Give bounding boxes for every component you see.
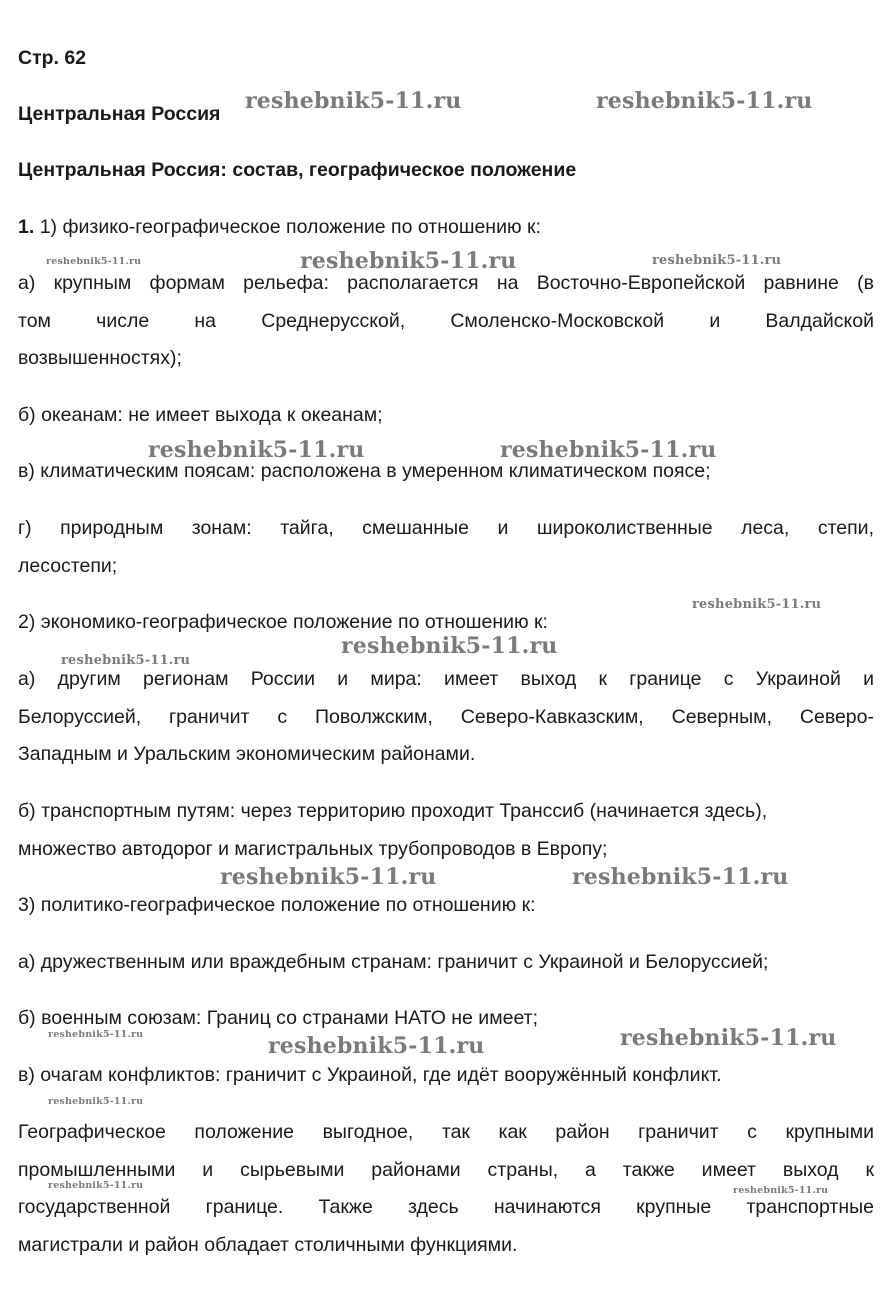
- watermark: reshebnik5-11.ru: [61, 653, 191, 668]
- watermark: reshebnik5-11.ru: [733, 1185, 829, 1196]
- conclusion-line-4: магистрали и район обладает столичными функциями.: [18, 1234, 518, 1256]
- watermark: reshebnik5-11.ru: [268, 1033, 485, 1059]
- point-2b-line-1: б) транспортным путям: через территорию проходит Транссиб (начинается здесь),: [18, 800, 768, 822]
- point-2a-line-1: а) другим регионам России и мира: имеет выход к границе с Украиной и: [18, 668, 874, 690]
- point-1a-line-2: том числе на Среднерусской, Смоленско-Московской и Валдайской: [18, 310, 874, 332]
- watermark: reshebnik5-11.ru: [500, 437, 717, 463]
- region-title: Центральная Россия: [18, 103, 221, 125]
- point-1g-line-1: г) природным зонам: тайга, смешанные и широколиственные леса, степи,: [18, 517, 874, 539]
- point-1a-line-3: возвышенностях);: [18, 347, 182, 369]
- point-2a-line-3: Западным и Уральским экономическим районами.: [18, 743, 476, 765]
- watermark: reshebnik5-11.ru: [572, 864, 789, 890]
- conclusion-line-2: промышленными и сырьевыми районами страны, а также имеет выход к: [18, 1159, 874, 1181]
- conclusion-line-3: государственной границе. Также здесь начинаются крупные транспортные: [18, 1196, 874, 1218]
- watermark: reshebnik5-11.ru: [48, 1096, 144, 1107]
- conclusion-line-1: Географическое положение выгодное, так как район граничит с крупными: [18, 1121, 874, 1143]
- point-1-label: 1) физико-географическое положение по отношению к:: [39, 216, 541, 238]
- point-1g-line-2: лесостепи;: [18, 555, 118, 577]
- point-2-label: 2) экономико-географическое положение по отношению к:: [18, 611, 548, 633]
- watermark: reshebnik5-11.ru: [220, 864, 437, 890]
- watermark: reshebnik5-11.ru: [596, 88, 813, 114]
- point-3-label: 3) политико-географическое положение по отношению к:: [18, 894, 536, 916]
- point-2b-line-2: множество автодорог и магистральных трубопроводов в Европу;: [18, 838, 608, 860]
- watermark: reshebnik5-11.ru: [46, 256, 142, 267]
- point-3v: в) очагам конфликтов: граничит с Украиной, где идёт вооружённый конфликт.: [18, 1064, 722, 1086]
- point-2a-line-2: Белоруссией, граничит с Поволжским, Северо-Кавказским, Северным, Северо-: [18, 706, 874, 728]
- watermark: reshebnik5-11.ru: [341, 633, 558, 659]
- watermark: reshebnik5-11.ru: [620, 1025, 837, 1051]
- watermark: reshebnik5-11.ru: [245, 88, 462, 114]
- page-number: Стр. 62: [18, 47, 87, 69]
- watermark: reshebnik5-11.ru: [48, 1180, 144, 1191]
- point-3b: б) военным союзам: Границ со странами НАТО не имеет;: [18, 1007, 538, 1029]
- watermark: reshebnik5-11.ru: [148, 437, 365, 463]
- section-title: Центральная Россия: состав, географическое положение: [18, 159, 577, 181]
- watermark: reshebnik5-11.ru: [652, 253, 782, 268]
- task-number: 1.: [18, 216, 35, 238]
- point-3a: а) дружественным или враждебным странам: граничит с Украиной и Белоруссией;: [18, 951, 769, 973]
- point-1a-line-1: а) крупным формам рельефа: располагается на Восточно-Европейской равнине (в: [18, 272, 874, 294]
- task-1-heading: [18, 216, 541, 239]
- watermark: reshebnik5-11.ru: [48, 1029, 144, 1040]
- watermark: reshebnik5-11.ru: [692, 597, 822, 612]
- watermark: reshebnik5-11.ru: [300, 248, 517, 274]
- point-1b: б) океанам: не имеет выхода к океанам;: [18, 404, 383, 426]
- point-1v: в) климатическим поясам: расположена в умеренном климатическом поясе;: [18, 460, 711, 482]
